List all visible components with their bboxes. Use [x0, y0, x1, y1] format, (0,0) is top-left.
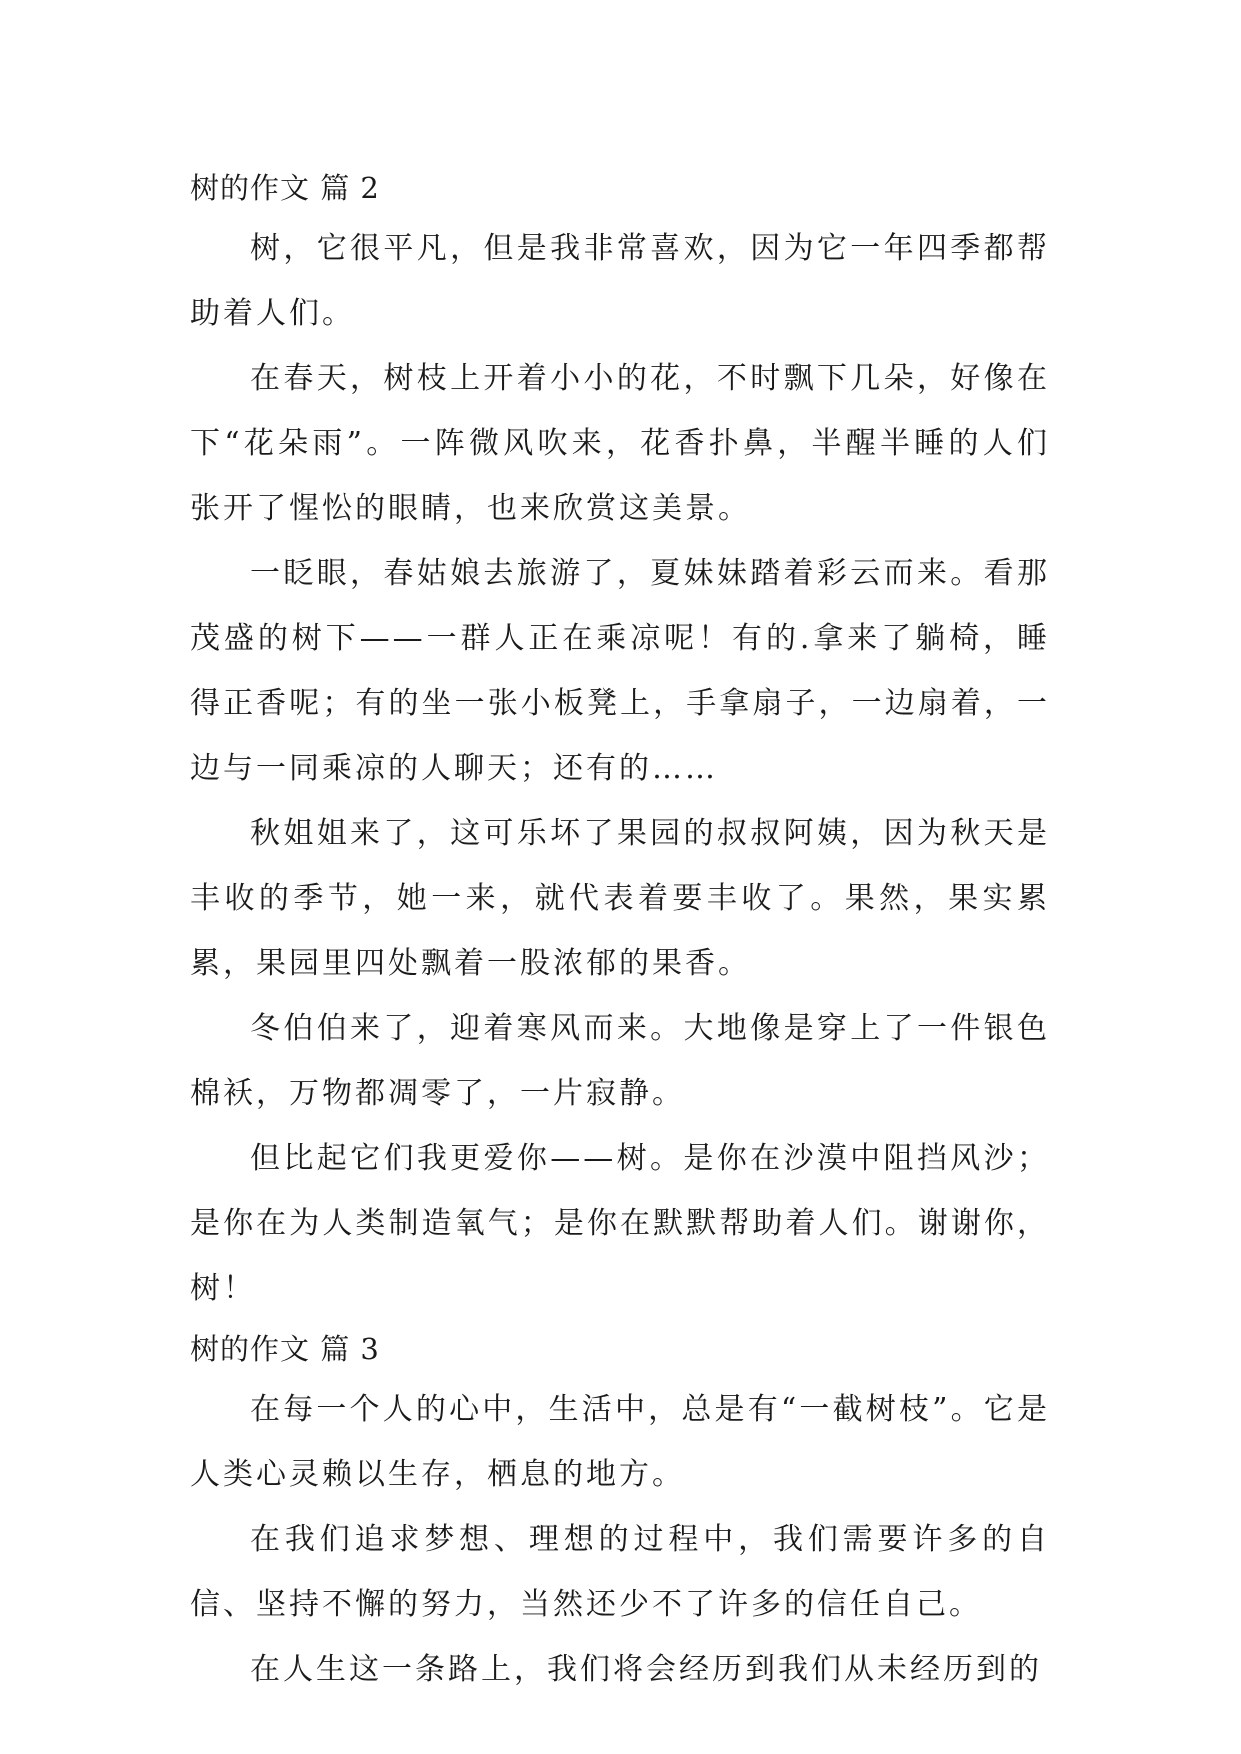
paragraph: 但比起它们我更爱你——树。是你在沙漠中阻挡风沙；是你在为人类制造氧气；是你在默默帮助着人们。谢谢你，树！: [190, 1141, 1050, 1306]
paragraph: 冬伯伯来了，迎着寒风而来。大地像是穿上了一件银色棉袄，万物都凋零了，一片寂静。: [190, 1011, 1050, 1111]
paragraph: 秋姐姐来了，这可乐坏了果园的叔叔阿姨，因为秋天是丰收的季节，她一来，就代表着要丰收了。果然，果实累累，果园里四处飘着一股浓郁的果香。: [190, 816, 1050, 981]
paragraph: 一眨眼，春姑娘去旅游了，夏妹妹踏着彩云而来。看那茂盛的树下——一群人正在乘凉呢！有的.拿来了躺椅，睡得正香呢；有的坐一张小板凳上，手拿扇子，一边扇着，一边与一同乘凉的人聊天；还有的……: [190, 556, 1050, 786]
paragraph: 树，它很平凡，但是我非常喜欢，因为它一年四季都帮助着人们。: [190, 231, 1050, 331]
document-page: [190, 160, 1050, 1702]
section-heading: 树的作文 篇 2: [190, 171, 380, 205]
essay-section-3: [190, 1321, 1050, 1702]
section-heading: 树的作文 篇 3: [190, 1332, 380, 1366]
essay-section-2: [190, 160, 1050, 1321]
paragraph: 在每一个人的心中，生活中，总是有“一截树枝”。它是人类心灵赖以生存，栖息的地方。: [190, 1392, 1050, 1492]
paragraph: 在春天，树枝上开着小小的花，不时飘下几朵，好像在下“花朵雨”。一阵微风吹来，花香扑鼻，半醒半睡的人们张开了惺忪的眼睛，也来欣赏这美景。: [190, 361, 1050, 526]
paragraph: 在我们追求梦想、理想的过程中，我们需要许多的自信、坚持不懈的努力，当然还少不了许多的信任自己。: [190, 1522, 1050, 1622]
paragraph: 在人生这一条路上，我们将会经历到我们从未经历到的: [250, 1652, 1042, 1687]
